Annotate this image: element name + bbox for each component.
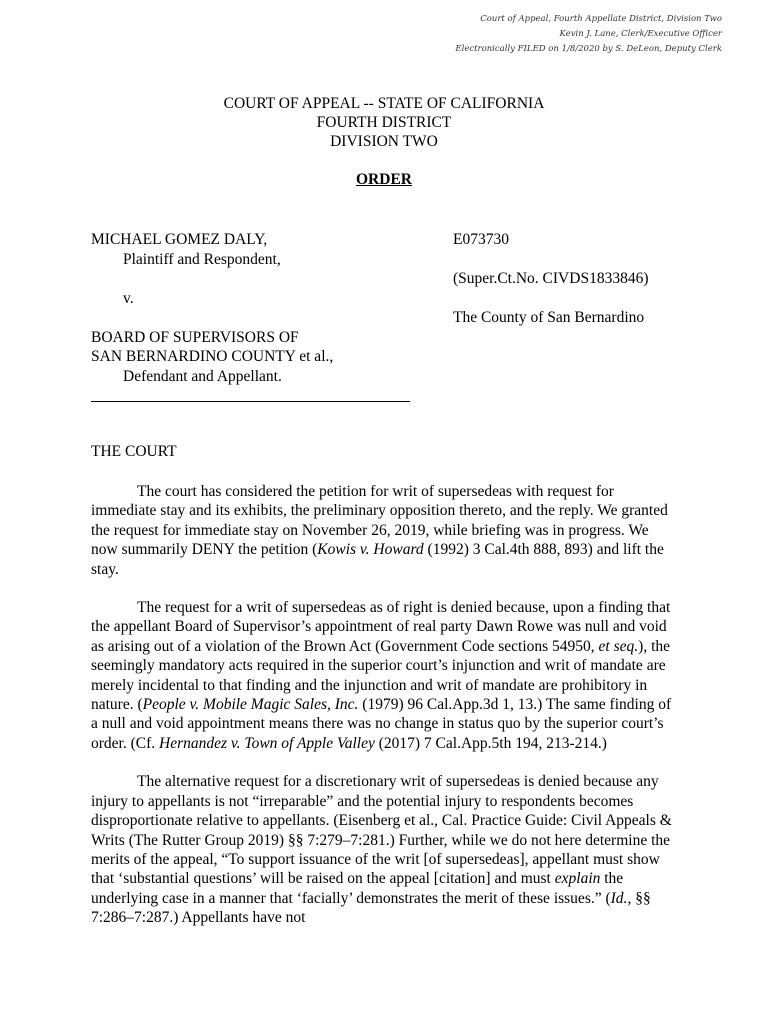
versus: v.: [123, 289, 134, 307]
court-division: DIVISION TWO: [330, 133, 438, 150]
p3-text-c: , §§ 7:286–7:287.) Appellants have not: [91, 889, 651, 927]
defendant-name-line2: SAN BERNARDINO COUNTY et al.,: [91, 348, 334, 365]
paragraph-1: [91, 482, 673, 579]
p2-text-c: (1979) 96 Cal.App.3d 1, 13.) The same finding of a null and void appointment means there was no change in status quo by the superior court’s order. (Cf.: [91, 696, 672, 752]
p2-citation-1: People v. Mobile Magic Sales, Inc.: [142, 696, 359, 714]
plaintiff-name: MICHAEL GOMEZ DALY,: [91, 231, 268, 248]
p2-text-a: The request for a writ of supersedeas as of right is denied because, upon a finding that the appellant Board of Supervisor’s appointment of real party Dawn Rowe was null and void as arising out of a violation of the Brown Act (Government Code sections 54950,: [91, 599, 671, 655]
p2-et-seq: et seq.: [598, 637, 639, 655]
case-caption-numbers: [453, 230, 753, 328]
case-caption-parties: [91, 230, 431, 386]
plaintiff-role: Plaintiff and Respondent,: [123, 250, 281, 268]
superior-court-number: (Super.Ct.No. CIVDS1833846): [453, 270, 649, 287]
court-header: [0, 94, 768, 151]
p2-text-b: ), the seemingly mandatory acts required in the superior court’s injunction and writ of mandate are merely incidental to that finding and the injunction and writ of mandate are prohibitory in nature. (: [91, 637, 671, 714]
the-court-heading: THE COURT: [91, 443, 177, 460]
p3-text-a: The alternative request for a discretionary writ of supersedeas is denied because any injury to appellants is not “irreparable” and the potential injury to respondents becomes disproportionate relative to appellants. (Eisenberg et al., Cal. Practice Guide: Civil Appeals & Writs (The Rutter Group 2019) §§ 7:279–7:281.) Further, while we do not here determine the merits of the appeal, “To support issuance of the writ [of supersedeas], appellant must show that ‘substantial questions’ will be raised on the appeal [citation] and must: [91, 773, 672, 888]
order-body: [91, 482, 673, 947]
stamp-court-line: Court of Appeal, Fourth Appellate District, Division Two: [480, 14, 722, 24]
filing-stamp: [455, 12, 722, 57]
stamp-clerk-line: Kevin J. Lane, Clerk/Executive Officer: [559, 29, 722, 39]
paragraph-3: [91, 772, 673, 927]
order-title: ORDER: [356, 171, 412, 188]
p3-text-b: the underlying case in a manner that ‘facially’ demonstrates the merit of these issues.” (: [91, 870, 624, 907]
stamp-filed-line: Electronically FILED on 1/8/2020 by S. DeLeon, Deputy Clerk: [455, 44, 722, 54]
p2-citation-2: Hernandez v. Town of Apple Valley: [159, 734, 375, 752]
p3-id: Id.: [610, 889, 628, 907]
county: The County of San Bernardino: [453, 309, 645, 326]
p1-text-b: (1992) 3 Cal.4th 888, 893) and lift the stay.: [91, 541, 664, 578]
case-number: E073730: [453, 231, 509, 248]
p3-explain: explain: [554, 870, 601, 888]
p1-citation: Kowis v. Howard: [317, 541, 424, 559]
p1-text-a: The court has considered the petition for writ of supersedeas with request for immediate stay and its exhibits, the preliminary opposition thereto, and the reply. We granted the request for immediate stay on November 26, 2019, while briefing was in progress. We now summarily DENY the petition (: [91, 483, 668, 559]
court-name: COURT OF APPEAL -- STATE OF CALIFORNIA: [223, 95, 545, 112]
defendant-name-line1: BOARD OF SUPERVISORS OF: [91, 328, 299, 346]
defendant-role: Defendant and Appellant.: [123, 367, 282, 385]
p2-text-d: (2017) 7 Cal.App.5th 194, 213-214.): [374, 734, 607, 752]
caption-divider: [91, 401, 410, 402]
court-district: FOURTH DISTRICT: [316, 114, 452, 131]
paragraph-2: [91, 598, 673, 753]
